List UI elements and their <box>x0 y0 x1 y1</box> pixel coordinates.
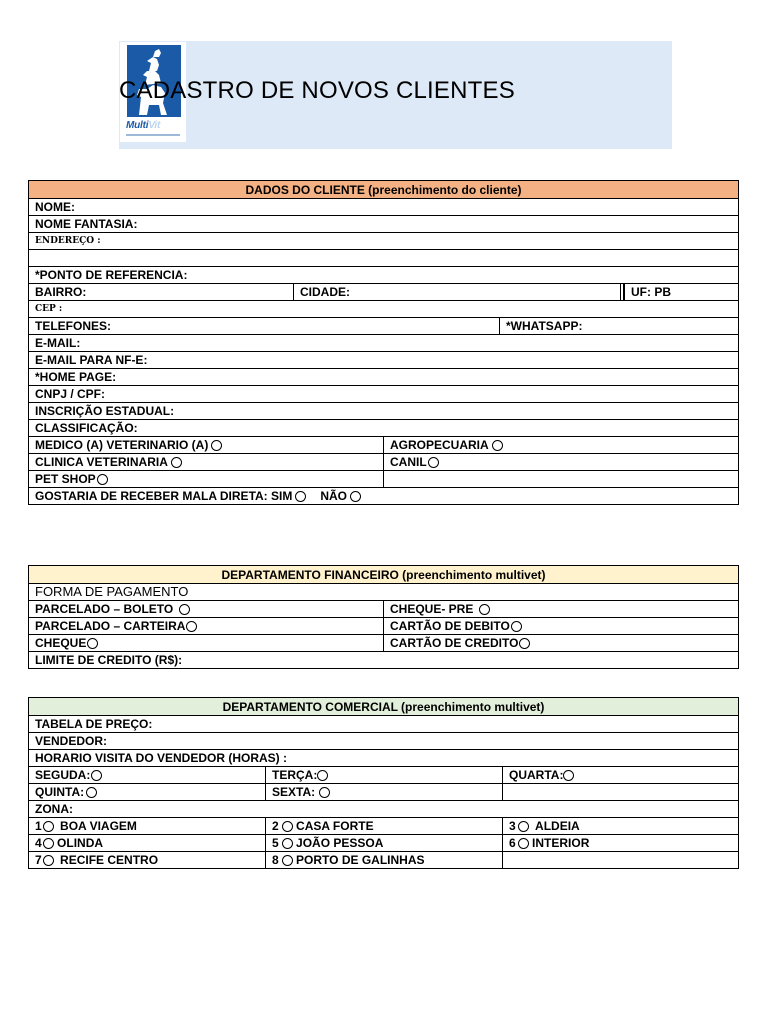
cliente-header: DADOS DO CLIENTE (preenchimento do cliente) <box>29 181 739 199</box>
clinica-veterinaria-option[interactable] <box>29 454 384 471</box>
cheque-option[interactable] <box>29 635 384 652</box>
cartao-credito-radio[interactable] <box>519 638 530 649</box>
zona-radio[interactable] <box>518 821 529 832</box>
logo-wordmark: MultiVit <box>126 120 161 131</box>
parcelado-carteira-option[interactable] <box>29 618 384 635</box>
zona-option[interactable] <box>503 835 739 852</box>
cnpj-cpf-field[interactable]: CNPJ / CPF: <box>29 386 739 403</box>
nao-label: NÃO <box>320 489 348 503</box>
zona-option[interactable] <box>29 852 266 869</box>
zona-radio[interactable] <box>282 855 293 866</box>
cartao-debito-label: CARTÃO DE DEBITO <box>390 619 510 633</box>
zona-option[interactable] <box>266 835 503 852</box>
empty-cell <box>384 471 739 488</box>
pet-shop-label: PET SHOP <box>35 472 96 486</box>
parcelado-boleto-radio[interactable] <box>179 604 190 615</box>
classificacao-label: CLASSIFICAÇÃO: <box>29 420 739 437</box>
zona-name: RECIFE CENTRO <box>60 853 159 867</box>
cartao-credito-label: CARTÃO DE CREDITO <box>390 636 519 650</box>
segunda-option[interactable] <box>29 767 266 784</box>
quinta-label: QUINTA: <box>35 785 85 799</box>
zona-number: 5 <box>272 836 279 850</box>
zona-number: 1 <box>35 819 42 833</box>
zona-option[interactable] <box>266 852 503 869</box>
horario-visita-label: HORARIO VISITA DO VENDEDOR (HORAS) : <box>29 750 739 767</box>
clinica-label: CLINICA VETERINARIA <box>35 455 168 469</box>
sexta-radio[interactable] <box>319 787 330 798</box>
medico-radio[interactable] <box>211 440 222 451</box>
zona-name: JOÃO PESSOA <box>296 836 384 850</box>
sexta-option[interactable] <box>266 784 503 801</box>
parcelado-boleto-option[interactable] <box>29 601 384 618</box>
quinta-option[interactable] <box>29 784 266 801</box>
cheque-label: CHEQUE <box>35 636 87 650</box>
whatsapp-field[interactable]: *WHATSAPP: <box>500 318 739 335</box>
zona-name: ALDEIA <box>535 819 580 833</box>
cheque-pre-option[interactable] <box>384 601 739 618</box>
zona-radio[interactable] <box>518 838 529 849</box>
medico-label: MEDICO (A) VETERINARIO (A) <box>35 438 209 452</box>
telefones-field[interactable]: TELEFONES: <box>29 318 500 335</box>
zona-number: 8 <box>272 853 279 867</box>
comercial-header: DEPARTAMENTO COMERCIAL (preenchimento multivet) <box>29 698 739 716</box>
canil-option[interactable] <box>384 454 739 471</box>
zona-number: 7 <box>35 853 42 867</box>
inscricao-estadual-field[interactable]: INSCRIÇÃO ESTADUAL: <box>29 403 739 420</box>
bairro-field[interactable]: BAIRRO: <box>29 284 294 301</box>
canil-radio[interactable] <box>428 457 439 468</box>
uf-value: UF: PB <box>624 284 738 300</box>
zona-number: 2 <box>272 819 279 833</box>
terca-option[interactable] <box>266 767 503 784</box>
endereco-field[interactable]: ENDEREÇO : <box>29 233 739 250</box>
quarta-radio[interactable] <box>563 770 574 781</box>
logo-underline <box>126 134 180 136</box>
parcelado-carteira-label: PARCELADO – CARTEIRA <box>35 619 186 633</box>
clinica-radio[interactable] <box>171 457 182 468</box>
cheque-pre-label: CHEQUE- PRE <box>390 602 474 616</box>
zona-label: ZONA: <box>29 801 739 818</box>
zona-number: 6 <box>509 836 516 850</box>
medico-veterinario-option[interactable] <box>29 437 384 454</box>
vendedor-field[interactable]: VENDEDOR: <box>29 733 739 750</box>
email-nfe-field[interactable]: E-MAIL PARA NF-E: <box>29 352 739 369</box>
email-field[interactable]: E-MAIL: <box>29 335 739 352</box>
tabela-preco-field[interactable]: TABELA DE PREÇO: <box>29 716 739 733</box>
cep-field[interactable]: CEP : <box>29 301 739 318</box>
zona-radio[interactable] <box>282 821 293 832</box>
zona-radio[interactable] <box>43 838 54 849</box>
pet-shop-option[interactable] <box>29 471 384 488</box>
segunda-radio[interactable] <box>91 770 102 781</box>
uf-field <box>621 284 739 301</box>
nao-radio[interactable] <box>350 491 361 502</box>
quinta-radio[interactable] <box>86 787 97 798</box>
terca-label: TERÇA: <box>272 768 318 782</box>
forma-pagamento-label: FORMA DE PAGAMENTO <box>29 584 739 601</box>
zona-name: INTERIOR <box>532 836 590 850</box>
financeiro-table <box>28 565 739 669</box>
comercial-table <box>28 697 739 869</box>
sim-radio[interactable] <box>295 491 306 502</box>
zona-name: PORTO DE GALINHAS <box>296 853 425 867</box>
zona-option[interactable] <box>266 818 503 835</box>
empty-cell <box>503 784 739 801</box>
cheque-pre-radio[interactable] <box>479 604 490 615</box>
limite-credito-field[interactable]: LIMITE DE CREDITO (R$): <box>29 652 739 669</box>
mala-direta-option[interactable] <box>29 488 739 505</box>
zona-option[interactable] <box>29 818 266 835</box>
zona-radio[interactable] <box>282 838 293 849</box>
zona-number: 4 <box>35 836 42 850</box>
cheque-radio[interactable] <box>87 638 98 649</box>
agropecuaria-radio[interactable] <box>492 440 503 451</box>
zona-name: BOA VIAGEM <box>60 819 137 833</box>
ponto-referencia-field[interactable]: *PONTO DE REFERENCIA: <box>29 267 739 284</box>
parcelado-carteira-radio[interactable] <box>186 621 197 632</box>
zona-option[interactable] <box>503 818 739 835</box>
cliente-table <box>28 180 739 505</box>
segunda-label: SEGUDA: <box>35 768 91 782</box>
cartao-debito-radio[interactable] <box>511 621 522 632</box>
zona-option[interactable] <box>29 835 266 852</box>
sexta-label: SEXTA: <box>272 785 316 799</box>
zona-number: 3 <box>509 819 516 833</box>
parcelado-boleto-label: PARCELADO – BOLETO <box>35 602 174 616</box>
zona-radio[interactable] <box>43 821 54 832</box>
cidade-field[interactable]: CIDADE: <box>294 284 621 301</box>
terca-radio[interactable] <box>317 770 328 781</box>
zona-radio[interactable] <box>43 855 54 866</box>
zona-name: OLINDA <box>57 836 104 850</box>
zona-name: CASA FORTE <box>296 819 374 833</box>
mala-direta-label: GOSTARIA DE RECEBER MALA DIRETA: SIM <box>35 489 293 503</box>
nome-field[interactable]: NOME: <box>29 199 739 216</box>
quarta-label: QUARTA: <box>509 768 564 782</box>
financeiro-header: DEPARTAMENTO FINANCEIRO (preenchimento multivet) <box>29 566 739 584</box>
quarta-option[interactable] <box>503 767 739 784</box>
pet-shop-radio[interactable] <box>97 474 108 485</box>
agropecuaria-option[interactable] <box>384 437 739 454</box>
endereco-continuation-field[interactable] <box>29 250 739 267</box>
cartao-credito-option[interactable] <box>384 635 739 652</box>
home-page-field[interactable]: *HOME PAGE: <box>29 369 739 386</box>
nome-fantasia-field[interactable]: NOME FANTASIA: <box>29 216 739 233</box>
page-title: CADASTRO DE NOVOS CLIENTES <box>119 77 515 104</box>
canil-label: CANIL <box>390 455 427 469</box>
agropecuaria-label: AGROPECUARIA <box>390 438 489 452</box>
cartao-debito-option[interactable] <box>384 618 739 635</box>
empty-cell <box>503 852 739 869</box>
